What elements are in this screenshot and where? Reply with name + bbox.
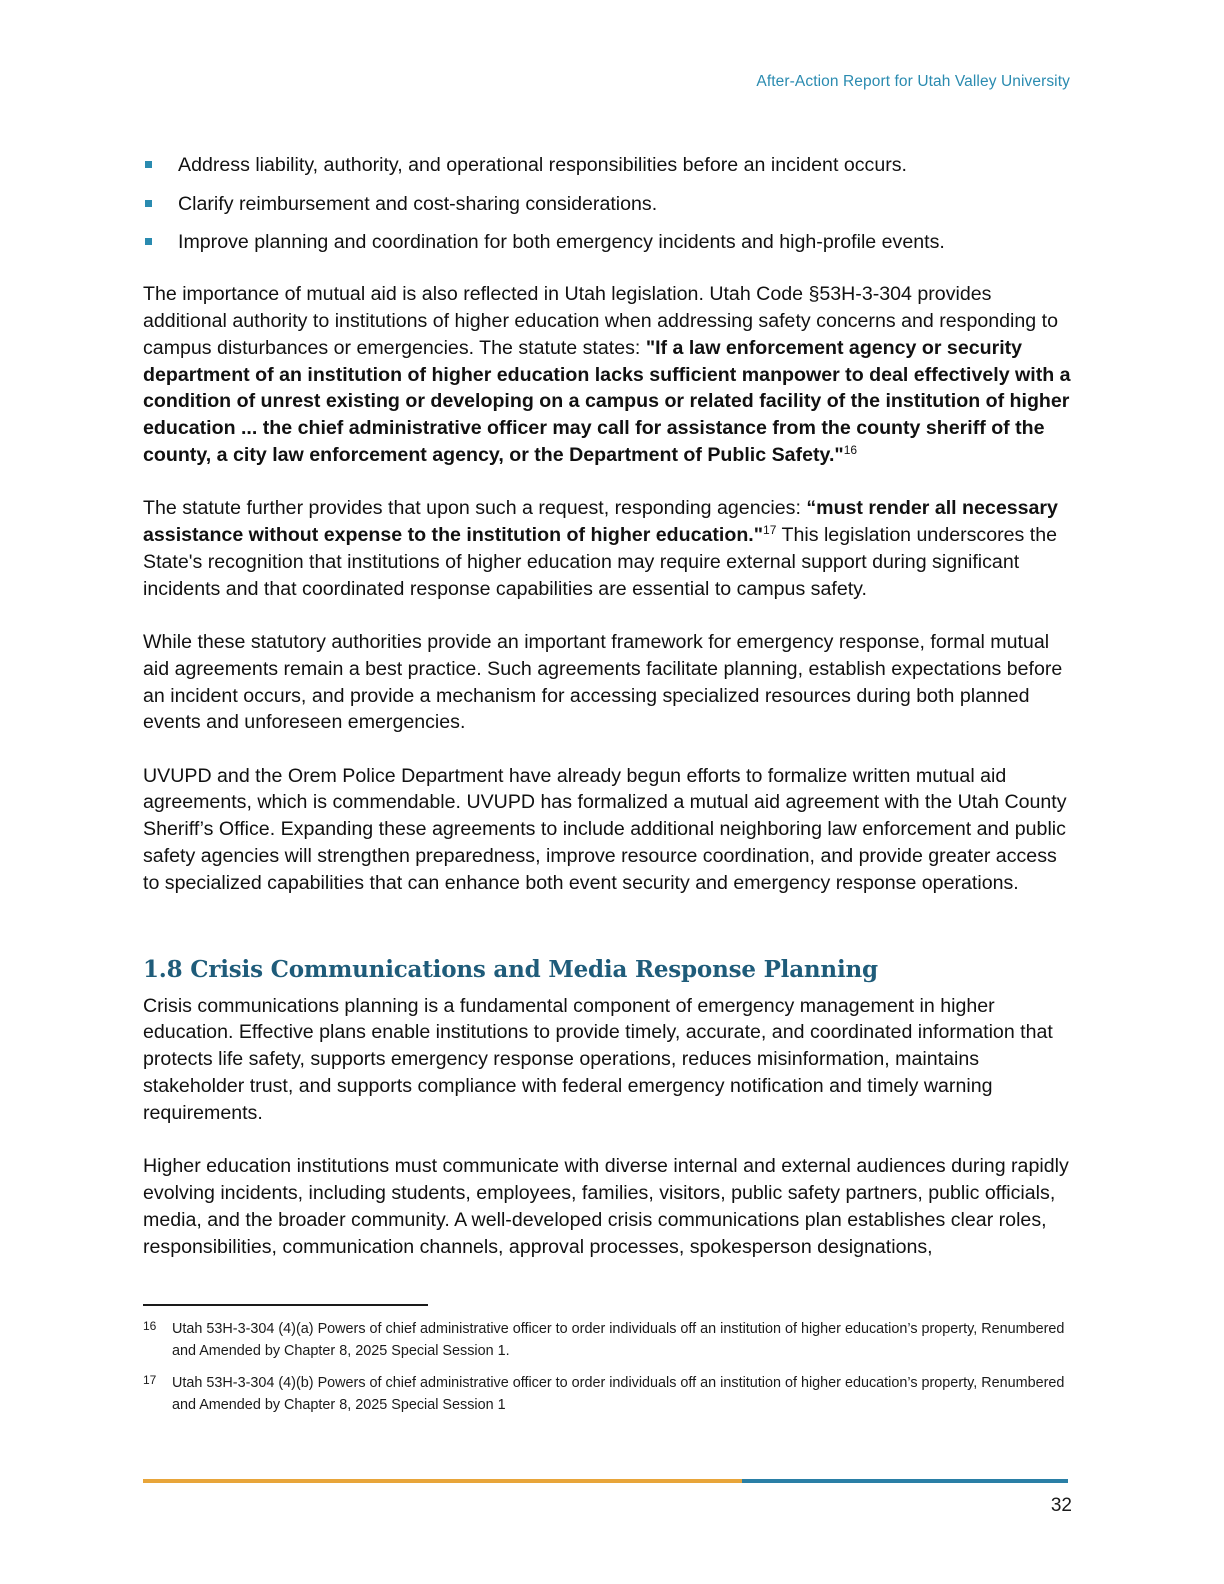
- footnotes: [143, 1318, 1071, 1426]
- footnote-16: [143, 1318, 1071, 1362]
- footer-bar-gold: [143, 1479, 742, 1483]
- bullet-list: [143, 152, 1071, 255]
- page-number: 32: [1050, 1495, 1072, 1516]
- footnote-divider: [143, 1304, 428, 1306]
- footnote-number: 17: [143, 1373, 157, 1387]
- bullet-text: Improve planning and coordination for both emergency incidents and high-profile events.: [178, 231, 945, 254]
- bullet-text: Clarify reimbursement and cost-sharing considerations.: [178, 192, 658, 215]
- paragraph-text: The importance of mutual aid is also reflected in Utah legislation. Utah Code §53H-3-304 provides additional authority to institutions of higher education when addressing safety concerns and responding to campus disturbances or emergencies. The statute states:: [143, 283, 1058, 359]
- bullet-text: Address liability, authority, and operational responsibilities before an incident occurs.: [178, 154, 907, 176]
- footnote-text: Utah 53H-3-304 (4)(b) Powers of chief administrative officer to order individuals off an institution of higher education’s property, Renumbered and Amended by Chapter 8, 2025 Special Session 1: [172, 1375, 1065, 1413]
- body-content: [143, 152, 1071, 1287]
- paragraph-crisis-planning: Crisis communications planning is a fundamental component of emergency management in higher education. Effective plans enable institutions to provide timely, accurate, and coordinated information that protects life safety, supports emergency response operations, reduces misinformation, maintains stakeholder trust, and supports compliance with federal emergency notification and timely warning requirements.: [143, 994, 1053, 1124]
- paragraph-text: This legislation underscores the State's recognition that institutions of higher education may require external support during significant incidents and that coordinated response capabilities are essential to campus safety.: [143, 524, 1058, 600]
- statute-quote: “must render all necessary assistance without expense to the institution of higher education.": [143, 497, 1058, 547]
- footnote-17: [143, 1372, 1071, 1416]
- statute-quote: "If a law enforcement agency or security department of an institution of higher education lacks sufficient manpower to deal effectively with a condition of unrest existing or developing on a campus or related facility of the institution of higher education ... the chief administrative officer may call for assistance from the county sheriff of the county, a city law enforcement agency, or the Department of Public Safety.": [143, 336, 1071, 466]
- list-item: [143, 152, 1071, 178]
- footnote-ref-17: 17: [763, 523, 777, 538]
- list-item: [143, 229, 1071, 255]
- footnote-ref-16: 16: [843, 442, 858, 457]
- square-bullet-icon: [145, 200, 152, 207]
- paragraph-statute-further: [143, 495, 1071, 602]
- paragraph-audiences: Higher education institutions must communicate with diverse internal and external audiences during rapidly evolving incidents, including students, employees, families, visitors, public safety partners, public officials, media, and the broader community. A well-developed crisis communications plan establishes clear roles, responsibilities, communication channels, approval processes, spokesperson designations,: [143, 1155, 1069, 1258]
- section-heading: 1.8 Crisis Communications and Media Response Planning: [143, 955, 878, 983]
- running-header: After-Action Report for Utah Valley University: [756, 73, 1070, 90]
- square-bullet-icon: [145, 238, 152, 245]
- paragraph-utah-legislation: [143, 281, 1071, 469]
- footnote-text: Utah 53H-3-304 (4)(a) Powers of chief administrative officer to order individuals off an institution of higher education’s property, Renumbered and Amended by Chapter 8, 2025 Special Session 1.: [172, 1321, 1065, 1359]
- footnote-number: 16: [143, 1319, 157, 1333]
- footer-bar-blue: [742, 1479, 1068, 1483]
- paragraph-uvupd-agreements: UVUPD and the Orem Police Department have already begun efforts to formalize written mutual aid agreements, which is commendable. UVUPD has formalized a mutual aid agreement with the Utah County Sheriff’s Office. Expanding these agreements to include additional neighboring law enforcement and public safety agencies will strengthen preparedness, improve resource coordination, and provide greater access to specialized capabilities that can enhance both event security and emergency response operations.: [143, 764, 1067, 894]
- square-bullet-icon: [145, 161, 152, 168]
- paragraph-text: The statute further provides that upon such a request, responding agencies:: [143, 497, 807, 520]
- list-item: [143, 191, 1071, 217]
- paragraph-statutory-authorities: While these statutory authorities provide an important framework for emergency response, formal mutual aid agreements remain a best practice. Such agreements facilitate planning, establish expectations before an incident occurs, and provide a mechanism for accessing specialized resources during both planned events and unforeseen emergencies.: [143, 630, 1063, 734]
